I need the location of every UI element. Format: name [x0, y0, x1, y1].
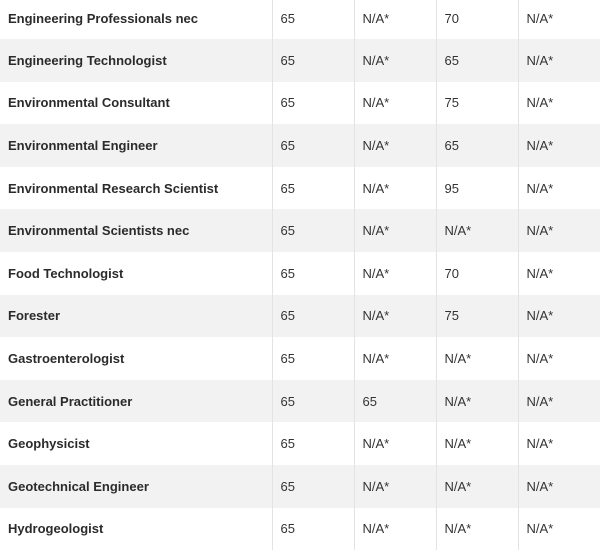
- value-cell: N/A*: [354, 209, 436, 252]
- value-cell: 75: [436, 82, 518, 125]
- table-row: [0, 252, 600, 295]
- occupation-name: Environmental Research Scientist: [0, 167, 272, 210]
- table-row: [0, 337, 600, 380]
- value-cell: N/A*: [518, 82, 600, 125]
- value-cell: 65: [272, 508, 354, 551]
- occupation-name: Geophysicist: [0, 422, 272, 465]
- value-cell: 65: [272, 167, 354, 210]
- occupation-name: Engineering Technologist: [0, 39, 272, 82]
- occupation-name: Engineering Professionals nec: [0, 0, 272, 39]
- value-cell: 95: [436, 167, 518, 210]
- value-cell: 65: [272, 82, 354, 125]
- value-cell: 65: [354, 380, 436, 423]
- value-cell: N/A*: [518, 39, 600, 82]
- value-cell: 65: [272, 380, 354, 423]
- occupation-name: Environmental Consultant: [0, 82, 272, 125]
- table-row: [0, 465, 600, 508]
- value-cell: N/A*: [518, 252, 600, 295]
- table-row: [0, 209, 600, 252]
- value-cell: N/A*: [518, 0, 600, 39]
- table-row: [0, 380, 600, 423]
- occupation-name: Environmental Engineer: [0, 124, 272, 167]
- value-cell: N/A*: [518, 124, 600, 167]
- value-cell: N/A*: [518, 465, 600, 508]
- value-cell: N/A*: [354, 39, 436, 82]
- occupation-name: Hydrogeologist: [0, 508, 272, 551]
- table-row: [0, 295, 600, 338]
- value-cell: 70: [436, 0, 518, 39]
- value-cell: N/A*: [436, 209, 518, 252]
- value-cell: N/A*: [354, 295, 436, 338]
- value-cell: N/A*: [518, 167, 600, 210]
- value-cell: N/A*: [518, 337, 600, 380]
- value-cell: N/A*: [518, 380, 600, 423]
- value-cell: 65: [272, 209, 354, 252]
- value-cell: N/A*: [354, 82, 436, 125]
- value-cell: N/A*: [354, 252, 436, 295]
- occupation-name: Environmental Scientists nec: [0, 209, 272, 252]
- value-cell: 65: [436, 39, 518, 82]
- table-row: [0, 508, 600, 551]
- value-cell: N/A*: [354, 465, 436, 508]
- value-cell: 65: [272, 252, 354, 295]
- value-cell: N/A*: [436, 465, 518, 508]
- value-cell: N/A*: [354, 422, 436, 465]
- value-cell: N/A*: [354, 0, 436, 39]
- table-row: [0, 422, 600, 465]
- occupation-name: Gastroenterologist: [0, 337, 272, 380]
- value-cell: N/A*: [518, 422, 600, 465]
- value-cell: N/A*: [436, 337, 518, 380]
- value-cell: N/A*: [354, 337, 436, 380]
- value-cell: N/A*: [436, 508, 518, 551]
- occupation-name: Forester: [0, 295, 272, 338]
- value-cell: N/A*: [518, 295, 600, 338]
- occupation-name: General Practitioner: [0, 380, 272, 423]
- value-cell: N/A*: [354, 167, 436, 210]
- value-cell: 75: [436, 295, 518, 338]
- table-row: [0, 0, 600, 39]
- value-cell: 65: [272, 295, 354, 338]
- value-cell: 65: [436, 124, 518, 167]
- value-cell: 65: [272, 0, 354, 39]
- value-cell: 65: [272, 39, 354, 82]
- table-row: [0, 124, 600, 167]
- value-cell: 65: [272, 337, 354, 380]
- table-row: [0, 82, 600, 125]
- value-cell: 70: [436, 252, 518, 295]
- value-cell: 65: [272, 465, 354, 508]
- value-cell: N/A*: [436, 422, 518, 465]
- value-cell: N/A*: [518, 508, 600, 551]
- value-cell: 65: [272, 124, 354, 167]
- value-cell: N/A*: [436, 380, 518, 423]
- value-cell: N/A*: [518, 209, 600, 252]
- occupation-name: Geotechnical Engineer: [0, 465, 272, 508]
- value-cell: 65: [272, 422, 354, 465]
- table-row: [0, 167, 600, 210]
- table-row: [0, 39, 600, 82]
- value-cell: N/A*: [354, 124, 436, 167]
- occupation-name: Food Technologist: [0, 252, 272, 295]
- value-cell: N/A*: [354, 508, 436, 551]
